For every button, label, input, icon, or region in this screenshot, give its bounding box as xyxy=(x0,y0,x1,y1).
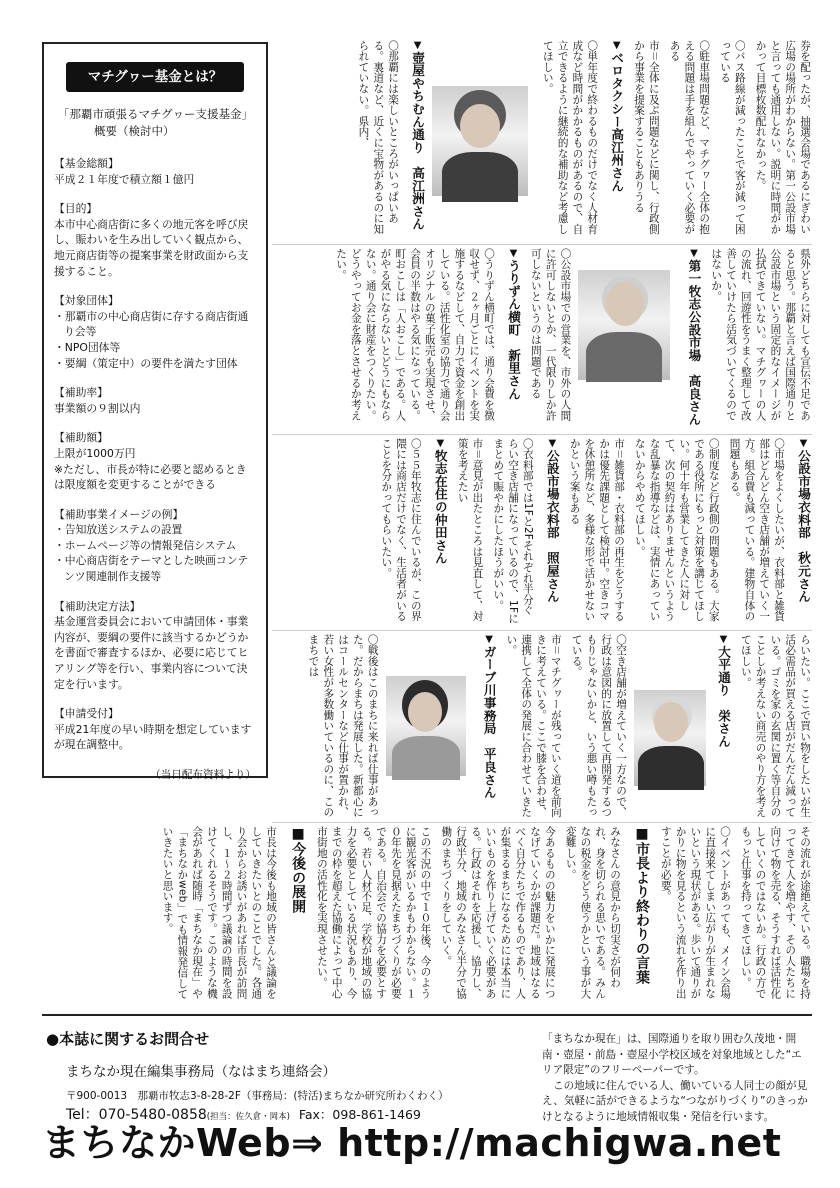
section-label: 【申請受付】 xyxy=(54,707,119,721)
article-block xyxy=(732,826,812,1004)
article-block xyxy=(561,438,626,626)
speaker-heading: ▼公設市場衣料部 秋元さん xyxy=(796,438,811,603)
speaker-heading: ▼ベロタクシー高江州さん xyxy=(609,40,625,193)
article-text: みなさんの意見から切実さが伺われ、身を切られる思いである。みんなの税金をどう使うかという事が大変難しい。 xyxy=(564,826,622,999)
speaker-heading-block xyxy=(472,634,498,818)
speaker-heading-block xyxy=(535,438,561,626)
list-item: ・那覇市の中心商店街に存する商店街通り会等 xyxy=(54,309,249,339)
article-text: 市＝意見が出たところは見直して、対策を考えたい xyxy=(456,438,484,622)
section-label: 【補助決定方法】 xyxy=(54,599,141,613)
article-row-1 xyxy=(272,40,812,240)
article-text: 〇衣料部では1Fと2Fそれぞれ半分ぐらい空き店舗になっているので、1Fにまとめて賑やかにしたほうがいい。 xyxy=(492,438,534,625)
article-block xyxy=(300,634,380,818)
section-text: 平成21年度の早い時期を想定していますが現在調整中。 xyxy=(54,722,252,752)
inquiry-org: まちなか現在編集事務局（なはまち連絡会） xyxy=(66,1064,336,1080)
target-list xyxy=(54,309,256,371)
fund-section-rate xyxy=(54,385,256,416)
triangle-icon: ▼ xyxy=(798,438,809,450)
list-item: ・中心商店街をテーマとした映画コンテンツ関連制作支援等 xyxy=(54,554,249,584)
section-label: 【補助事業イメージの例】 xyxy=(54,507,184,521)
fund-section-purpose xyxy=(54,201,256,279)
triangle-icon: ▼ xyxy=(718,634,730,646)
article-text: 市長は今後も地域の皆さんと議論をしていきたいとのことでした。各通り会からお誘いがあれば市長が訪問し、１〜２時間ずつ議論の時間を設けてくれるそうです。このような機会があれば随時「まちなか現在」や「まちなかweb」でも情報発信していきたいと思います。 xyxy=(161,826,278,1000)
section-heading-block xyxy=(278,826,308,1004)
photo-column xyxy=(426,40,534,240)
section-heading: ■今後の展開 xyxy=(290,826,307,914)
article-text: 市＝雑貨部・衣料部の再生をどうするかは優先課題として検討中。空きコマを休憩所など、多様な形で活かせないかという案もある xyxy=(568,438,626,622)
section-heading: ■市長より終わりの言葉 xyxy=(634,826,651,985)
phone-note: (担当：佐久倉・岡本) xyxy=(206,1112,290,1122)
square-icon: ■ xyxy=(634,826,651,843)
section-label: 【基金総額】 xyxy=(54,157,119,170)
speaker-heading-block xyxy=(676,248,702,430)
article-block xyxy=(711,40,747,240)
article-text: この不況の中で１０年後、今のように観光客がいるかもわからない。１０年先を見据えたまちづくりが必要である。自治会での協力を必要とする。若い人材不足、学校が地域の協力を必要としている状況もあり、今までの枠を超えた協働によって中心市街地の活性化を実現させたい。 xyxy=(315,826,432,999)
fund-info-box xyxy=(42,42,268,781)
fund-name xyxy=(54,106,256,140)
examples-list xyxy=(54,522,256,584)
list-item: ・ホームページ等の情報発信システム xyxy=(54,538,237,552)
article-block xyxy=(350,40,400,240)
speaker-photo xyxy=(634,690,706,786)
article-row-4 xyxy=(272,634,812,818)
article-row-3 xyxy=(272,438,812,626)
article-text: 〇市場をよくしたいが、衣料部と雑貨部はどんどん空き店舗が増えていく一方。組合費も減っている。建物自体の問題もある。 xyxy=(728,438,785,622)
section-text: ※ただし、市長が特に必要と認めるときは限度額を変更することができる xyxy=(54,462,247,492)
article-block xyxy=(557,826,622,1004)
fund-section-total xyxy=(54,156,256,187)
list-item: ・告知放送システムの設置 xyxy=(54,523,183,537)
article-block xyxy=(732,634,812,818)
article-row-5 xyxy=(161,826,812,1004)
article-text: 〇制度など行政側の問題もある。大家である役所にもっと対策を講じてほしい。何十年も営業してきた人に対して、次の契約はありませんというような乱暴な指導などは、実情にあっていないからやめてほしい。 xyxy=(633,438,720,622)
article-block xyxy=(534,40,599,240)
article-block xyxy=(661,40,711,240)
speaker-heading: ▼牧志在住の仲田さん xyxy=(432,438,448,565)
triangle-icon: ▼ xyxy=(483,634,495,646)
article-block xyxy=(449,438,485,626)
speaker-heading: ▼壺屋やちむん通り 高江洲さん xyxy=(410,40,426,231)
article-text: 〇公設市場での営業を、市外の人間に許可しないとか、一代限りしか許可しないというのは問題である xyxy=(529,248,572,421)
article-text: 券を配ったが、抽選会場であるにぎわい広場の場所がわからない。第一公設市場と言っても通用しない。説明に時間がかかって目標枚数配れなかった。 xyxy=(754,40,811,235)
section-label: 【対象団体】 xyxy=(54,294,119,308)
speaker-heading-block xyxy=(423,438,449,626)
inquiry-address: 〒900-0013 那覇市牧志3-8-28-2F（事務局：(特活)まちなか研究所わくわく） xyxy=(66,1090,449,1102)
list-item: ・NPO団体等 xyxy=(54,340,121,354)
article-block xyxy=(432,826,556,1004)
speaker-photo xyxy=(432,86,528,196)
section-text: 基金運営委員会において申請団体・事業内容が、要綱の要件に該当するかどうかを書面で審査するほか、必要に応じてヒアリング等を行い、事業内容について決定を行います。 xyxy=(54,615,249,691)
fax-number: Fax：098-861-1469 xyxy=(298,1107,421,1122)
article-block xyxy=(372,438,422,626)
article-block xyxy=(625,40,661,240)
section-text: 本市中心商店街に多くの地元客を呼び戻し、賑わいを生み出していく観点から、地元商店街等の提案事業を財政面から支援すること。 xyxy=(54,217,249,278)
article-block xyxy=(563,634,628,818)
speaker-heading-block xyxy=(599,40,625,240)
article-block xyxy=(484,438,534,626)
article-block xyxy=(522,248,572,430)
article-block xyxy=(626,438,721,626)
speaker-heading: ▼公設市場衣料部 照屋さん xyxy=(544,438,560,603)
photo-column xyxy=(628,634,732,818)
article-text: 〇イベントがあっても、メイン会場に直接来てしまい広がりが生まれないという現状がある。歩いて通りがかりに物を見るという流れを作り出すことが必要。 xyxy=(659,826,732,999)
fund-section-application xyxy=(54,706,256,753)
fund-name-text: 「那覇市頑張るマチグヮー支援基金」 xyxy=(58,107,254,121)
speaker-photo xyxy=(578,270,670,380)
speaker-heading-block xyxy=(496,248,522,430)
source-note: （当日配布資料より） xyxy=(150,769,256,781)
article-block xyxy=(702,248,812,430)
article-text: 〇うりずん横町では、通り会費を徴収せず、２ヶ月ごとにイベントを実施するなどして、自力で資金を創出している。活性化室の協力で通り会オリジナルの菓子販売も実現させ、会員の半数はやる気になっている。町おこしは「人おこし」である。人がやる気にならないとどうにもならない。通り会に財産をつくりたい。どうやってお金を落とさせるか考えたい。 xyxy=(335,248,496,421)
triangle-icon: ▼ xyxy=(412,40,424,52)
speaker-heading: ▼うりずん横町 新里さん xyxy=(506,248,522,401)
website-banner[interactable]: まちなかWeb⇒ http://machigwa.net xyxy=(42,1121,782,1165)
phone-number[interactable]: Tel：070-5480-0858 xyxy=(66,1107,207,1123)
article-text: 市＝マチグヮーが残っていく道を前向きに考えている。ここで膝を合わせ、連携して全体の発展に合わせていきたい。 xyxy=(505,634,562,818)
triangle-icon: ▼ xyxy=(611,40,623,52)
fund-section-amount xyxy=(54,430,256,492)
section-label: 【補助率】 xyxy=(54,386,108,400)
speaker-photo xyxy=(386,676,466,776)
speaker-heading-block xyxy=(710,634,732,818)
triangle-icon: ▼ xyxy=(546,438,558,450)
fund-box-title: マチグヮー基金とは？ xyxy=(66,62,244,92)
section-label: 【目的】 xyxy=(54,202,98,216)
article-text: 〇駐車場問題など、マチグヮー全体の抱える問題は手を組んでやっていく必要がある xyxy=(668,40,711,235)
speaker-heading: ▼大平通り 栄さん xyxy=(716,634,732,748)
fund-section-decision xyxy=(54,599,256,693)
triangle-icon: ▼ xyxy=(508,248,520,260)
about-text: 「まちなか現在」は、国際通りを取り囲む久茂地・開南・壺屋・前島・壺屋小学校区域を対象地域とした“エリア限定”のフリーペーパーです。 xyxy=(542,1033,802,1077)
section-text: 上限が1000万円 xyxy=(54,446,136,460)
speaker-heading: ▼ガーブ川事務局 平良さん xyxy=(481,634,497,799)
article-block xyxy=(721,438,786,626)
article-text: 〇那覇には楽しいところがいっぱいある。裏道など、近くに宝物があるのに知られていない。県内、 xyxy=(357,40,400,235)
triangle-icon: ▼ xyxy=(434,438,446,450)
article-block xyxy=(652,826,732,1004)
article-text: らいたい。ここで買い物をしたいが生活必需品が買える店がだんだん減っている。ゴミを家の玄関に置く等自分のことしか考えない商売のやり方を考えてほしい。 xyxy=(739,634,811,818)
article-text: その流れが途絶えている。職場を持ってきて人を増やす、その人たちに向けて物を売る、そうすれば活性化していくのではないか。行政の方でもっと仕事を持ってきてほしい。 xyxy=(739,826,811,999)
article-block xyxy=(308,826,432,1004)
article-text: 〇５５年牧志に住んでいるが、この界隈には商店だけでなく、生活者がいることを分かってもらいたい。 xyxy=(380,438,422,622)
article-text: 〇単年度で終わるものだけでなく人材育成など時間がかかるものがあるので、自立できるように継続的な補助など考慮してほしい。 xyxy=(541,40,599,235)
article-text: 市＝全体に及ぶ問題などに関し、行政側から事業を提案することもありうる xyxy=(633,40,660,235)
article-text: 〇戦後はこのまちに来れば仕事があった。だからまちは発展した。新都心にはコールセンターなど仕事が置かれ、若い女性が多数働いているのに、このまちでは xyxy=(307,634,379,818)
speaker-heading: ▼第一牧志公設市場 高良さん xyxy=(686,248,702,426)
article-block xyxy=(327,248,496,430)
fund-section-target xyxy=(54,293,256,371)
fund-name-sub: 概要（検討中） xyxy=(94,124,175,138)
about-paper xyxy=(542,1032,812,1126)
section-label: 【補助額】 xyxy=(54,431,108,445)
triangle-icon: ▼ xyxy=(688,248,700,260)
article-block xyxy=(747,40,812,240)
speaker-heading-block xyxy=(786,438,812,626)
section-text: 平成２１年度で積立額１億円 xyxy=(54,172,195,186)
section-text: 事業額の９割以内 xyxy=(54,401,141,415)
list-item: ・要綱（策定中）の要件を満たす団体 xyxy=(54,356,238,370)
article-text: 県外どちらに対しても宣伝不足であると思う。那覇と言えば国際通りと公設市場という固定的なイメージが払拭できていない。マチグヮーの人の流れ、回遊性をうまく整理して改善していけたら活気づいてくるのではないか。 xyxy=(710,248,811,421)
article-text: 〇バス路線が減ったことで客が減って困っている xyxy=(719,40,746,235)
speaker-heading-block xyxy=(400,40,426,240)
article-row-2 xyxy=(272,248,812,430)
article-text: 今あるものの魅力をいかに発展につなげていくかが課題だ。地域はなるべく自分たちで作るものであり、人が集まるまちになるためには本当にいいものを作り上げていく必要がある。行政はそれを応援し、協力し、行政半分、地域のみなさん半分で協働のまちづくりをしていく。 xyxy=(440,826,556,999)
article-block xyxy=(498,634,563,818)
about-text: この地域に住んでいる人、働いている人同士の顔が見え、気軽に話ができるような“つながりづくり”のきっかけとなるように地域情報収集・発信を行います。 xyxy=(542,1079,808,1123)
inquiry-title: ●本誌に関するお問合せ xyxy=(46,1030,210,1048)
fund-section-examples xyxy=(54,507,256,585)
article-block xyxy=(154,826,278,1004)
section-heading-block xyxy=(622,826,652,1004)
article-text: 〇空き店舗が増えていく一方なので、行政は意図的に放置して再開発するつもりじゃないかと、いう悪い噂もたっている。 xyxy=(570,634,628,818)
